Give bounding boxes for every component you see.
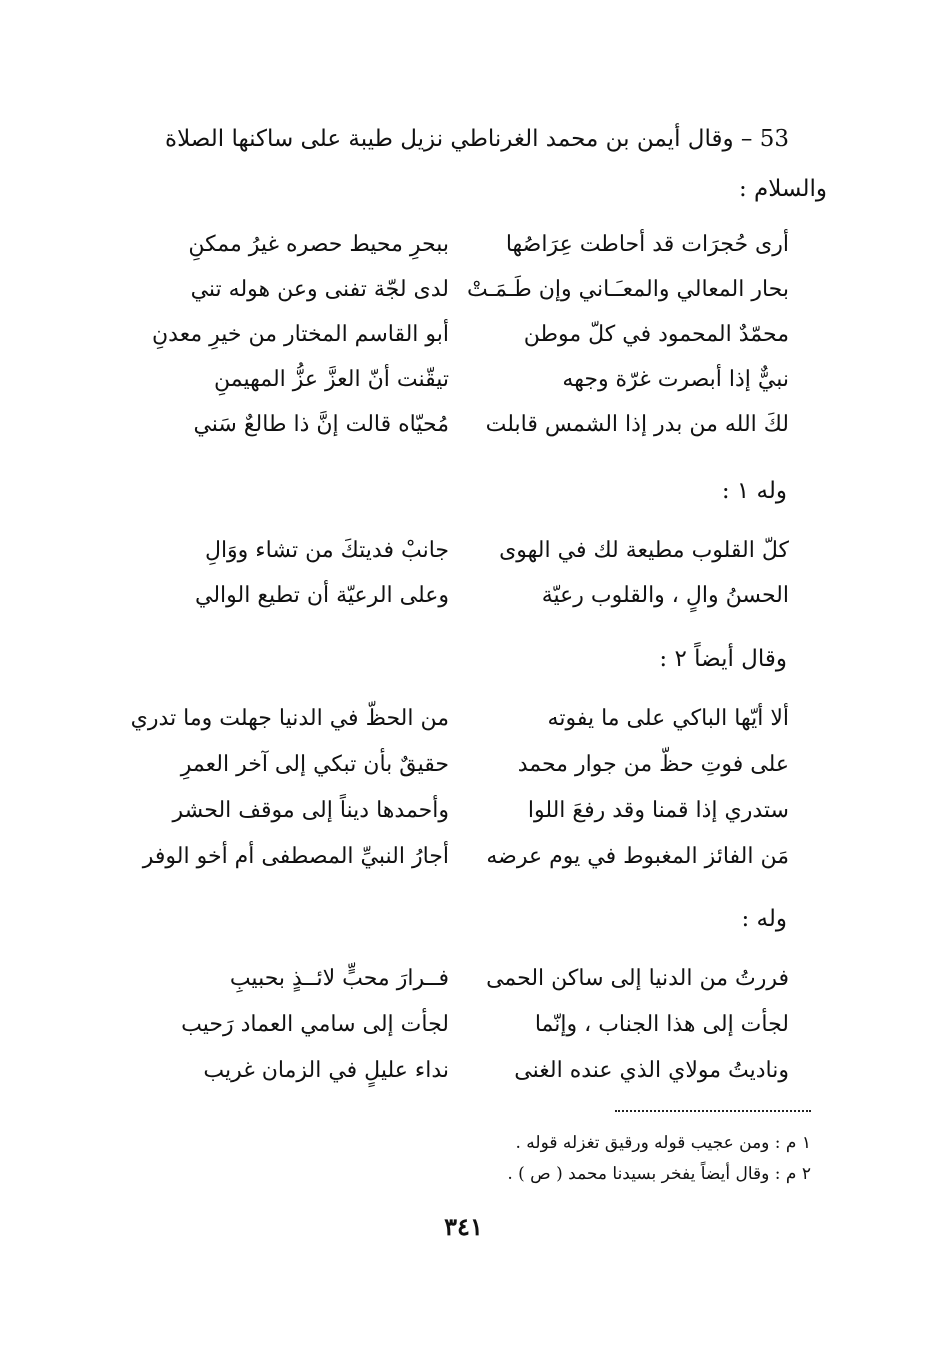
verse-right-hemistich: مَن الفائز المغبوط في يوم عرضه — [486, 844, 789, 869]
verse-right-hemistich: أرى حُجرَات قد أحاطت عِرَاصُها — [505, 232, 789, 257]
poem-intro-wa-lahu-2: وله : — [741, 906, 787, 932]
verse-left-hemistich: وأحمدها ديناً إلى موقف الحشر — [172, 798, 449, 823]
verse-right-hemistich: ستدري إذا قمنا وقد رفعَ اللوا — [527, 798, 789, 823]
verse-right-hemistich: لجأت إلى هذا الجناب ، وإنّما — [534, 1012, 789, 1037]
verse-left-hemistich: فــرارَ محبٍّ لائــذٍ بحبيبِ — [229, 966, 449, 991]
footnote-divider — [615, 1110, 811, 1112]
verse-left-hemistich: نداء عليلٍ في الزمان غريب — [203, 1058, 449, 1083]
verse-right-hemistich: نبيٌّ إذا أبصرت غرّة وجهه — [562, 367, 789, 392]
poem-intro-53-cont: والسلام : — [738, 176, 827, 202]
verse-right-hemistich: الحسنُ والٍ ، والقلوب رعيّة — [541, 583, 789, 608]
verse-right-hemistich: وناديتُ مولاي الذي عنده الغنى — [514, 1058, 789, 1083]
verse-right-hemistich: ألا أيّها الباكي على ما يفوته — [547, 706, 789, 731]
verse-left-hemistich: جانبْ فديتكَ من تشاء ووَالِ — [204, 538, 449, 563]
verse-right-hemistich: محمّدٌ المحمود في كلّ موطن — [523, 322, 789, 347]
footnote-1: ١ م : ومن عجيب قوله ورقيق تغزله قوله . — [515, 1133, 811, 1153]
verse-right-hemistich: لكَ الله من بدر إذا الشمس قابلت — [485, 412, 789, 437]
verse-left-hemistich: حقيقٌ بأن تبكي إلى آخر العمرِ — [180, 752, 449, 777]
verse-left-hemistich: أجارُ النبيِّ المصطفى أم أخو الوفر — [142, 844, 449, 869]
verse-left-hemistich: مُحيّاه قالت إنَّ ذا طالعٌ سَني — [193, 412, 449, 437]
verse-left-hemistich: ببحرِ محيط حصره غيرُ ممكنِ — [188, 232, 449, 257]
page-number: ٣٤١ — [444, 1212, 483, 1241]
verse-right-hemistich: فررتُ من الدنيا إلى ساكن الحمى — [486, 966, 789, 991]
poem-intro-53: 53 – وقال أيمن بن محمد الغرناطي نزيل طيبة على ساكنها الصلاة — [165, 126, 789, 152]
verse-right-hemistich: على فوتِ حظّ من جوار محمد — [517, 752, 789, 777]
verse-right-hemistich: بحار المعالي والمعـَـاني وإن طَـمَـتْ — [467, 277, 789, 302]
verse-left-hemistich: لدى لجّة تفنى وعن هوله تني — [190, 277, 449, 302]
verse-left-hemistich: لجأت إلى سامي العماد رَحيب — [181, 1012, 449, 1037]
poem-intro-wa-qala-aydan: وقال أيضاً ٢ : — [659, 646, 787, 672]
verse-right-hemistich: كلّ القلوب مطيعة لك في الهوى — [499, 538, 789, 563]
poem-intro-wa-lahu: وله ١ : — [721, 478, 787, 504]
verse-left-hemistich: أبو القاسم المختار من خيرِ معدنِ — [152, 322, 449, 347]
verse-left-hemistich: من الحظّ في الدنيا جهلت وما تدري — [130, 706, 449, 731]
footnote-2: ٢ م : وقال أيضاً يفخر بسيدنا محمد ( ص ) . — [507, 1164, 811, 1184]
verse-left-hemistich: تيقّنت أنّ العزَّ عزُّ المهيمنِ — [214, 367, 449, 392]
verse-left-hemistich: وعلى الرعيّة أن تطيع الوالي — [195, 583, 449, 608]
